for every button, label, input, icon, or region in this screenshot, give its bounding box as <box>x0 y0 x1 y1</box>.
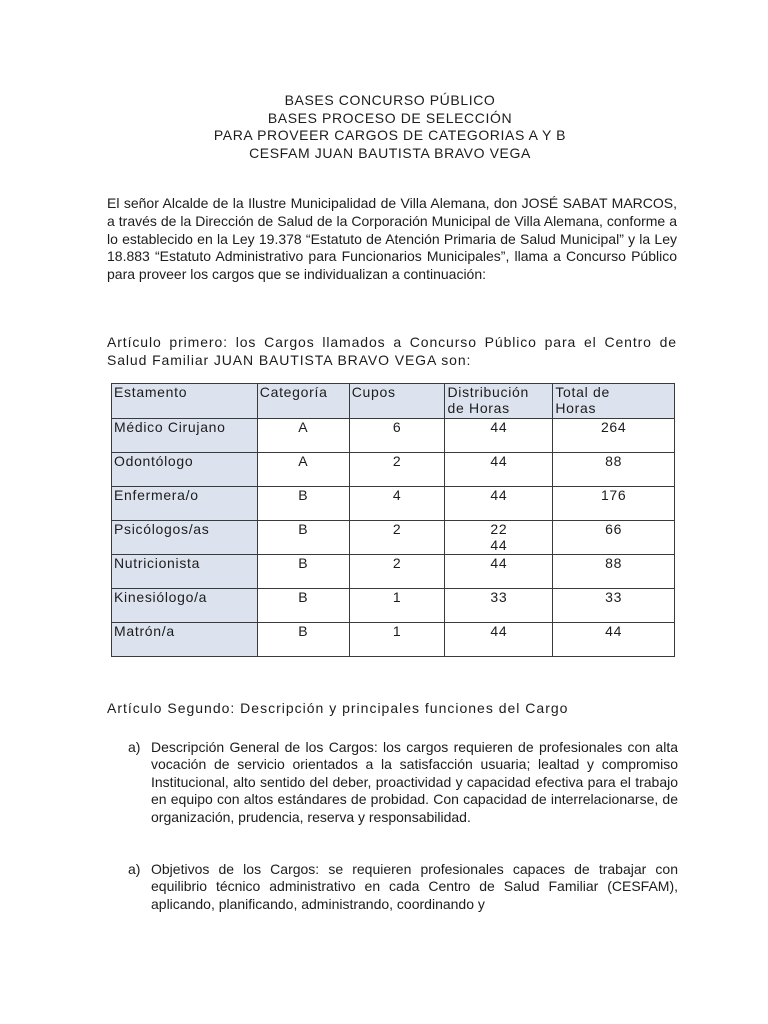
cell-total: 88 <box>553 555 675 589</box>
cell-horas-value: 44 <box>490 487 508 503</box>
title-line-2: BASES PROCESO DE SELECCIÓN <box>267 109 513 126</box>
articulo-primero: Artículo primero: los Cargos llamados a Concurso Público para el Centro de Salud Familiar JUAN BAUTISTA BRAVO VEGA son: <box>107 334 677 368</box>
cell-cupos: 2 <box>349 555 445 589</box>
cell-estamento: Matrón/a <box>112 623 258 657</box>
cell-horas <box>445 555 553 589</box>
cell-categoria: B <box>257 589 349 623</box>
cell-horas <box>445 521 553 555</box>
cell-categoria: B <box>257 521 349 555</box>
table-row <box>112 453 675 487</box>
cell-estamento: Kinesiólogo/a <box>112 589 258 623</box>
cell-horas-value: 44 <box>490 555 508 571</box>
table-header-row <box>112 384 675 419</box>
header-total-line2: Horas <box>555 400 597 416</box>
cell-estamento: Psicólogos/as <box>112 521 258 555</box>
cell-cupos: 1 <box>349 589 445 623</box>
header-total-line1: Total de <box>555 384 610 400</box>
list-item-label: a) <box>128 739 141 755</box>
cargos-table <box>111 383 675 657</box>
cell-total: 66 <box>553 521 675 555</box>
cell-horas-value: 33 <box>490 589 508 605</box>
list-item <box>128 739 678 826</box>
table-row <box>112 555 675 589</box>
header-estamento: Estamento <box>112 384 258 419</box>
cell-estamento: Médico Cirujano <box>112 419 258 453</box>
cell-total: 176 <box>553 487 675 521</box>
cell-horas-value: 22 <box>490 521 508 537</box>
cell-horas-value-2: 44 <box>490 537 508 553</box>
cell-horas-value: 44 <box>490 419 508 435</box>
cell-horas <box>445 419 553 453</box>
list-item-text: Descripción General de los Cargos: los cargos requieren de profesionales con alta vocación de servicio orientados a la satisfacción usuaria; lealtad y compromiso Institucional, alto sentido del deber, proactividad y capacidad efectiva para el trabajo en equipo con altos estándares de probidad. Con capacidad de interrelacionarse, de organización, prudencia, reserva y responsabilidad. <box>151 739 678 825</box>
cell-horas <box>445 589 553 623</box>
cell-estamento: Odontólogo <box>112 453 258 487</box>
cell-categoria: B <box>257 555 349 589</box>
cell-cupos: 1 <box>349 623 445 657</box>
title-line-1: BASES CONCURSO PÚBLICO <box>284 92 496 108</box>
table-row <box>112 589 675 623</box>
table-row <box>112 487 675 521</box>
table-row <box>112 623 675 657</box>
header-cupos: Cupos <box>349 384 445 419</box>
list-item-text: Objetivos de los Cargos: se requieren profesionales capaces de trabajar con equilibrio técnico administrativo en cada Centro de Salud Familiar (CESFAM), aplicando, planificando, administrando, coordinando y <box>151 861 678 912</box>
cell-horas <box>445 453 553 487</box>
cell-categoria: A <box>257 419 349 453</box>
header-distribucion-line1: Distribución <box>447 384 529 400</box>
articulo-segundo: Artículo Segundo: Descripción y principales funciones del Cargo <box>107 700 569 716</box>
cell-estamento: Nutricionista <box>112 555 258 589</box>
cell-estamento: Enfermera/o <box>112 487 258 521</box>
table-row <box>112 419 675 453</box>
cell-total: 44 <box>553 623 675 657</box>
cell-total: 264 <box>553 419 675 453</box>
title-line-4: CESFAM JUAN BAUTISTA BRAVO VEGA <box>249 144 531 161</box>
header-distribucion <box>445 384 553 419</box>
header-distribucion-line2: de Horas <box>447 400 510 416</box>
table-row <box>112 521 675 555</box>
intro-paragraph: El señor Alcalde de la Ilustre Municipalidad de Villa Alemana, don JOSÉ SABAT MARCOS, a través de la Dirección de Salud de la Corporación Municipal de Villa Alemana, conforme a lo establecido en la Ley 19.378 “Estatuto de Atención Primaria de Salud Municipal” y la Ley 18.883 “Estatuto Administrativo para Funcionarios Municipales”, llama a Concurso Público para proveer los cargos que se individualizan a continuación: <box>107 195 677 283</box>
cell-total: 88 <box>553 453 675 487</box>
header-categoria: Categoría <box>257 384 349 419</box>
cell-cupos: 4 <box>349 487 445 521</box>
cell-horas-value: 44 <box>490 453 508 469</box>
document-title <box>0 92 768 162</box>
cell-cupos: 2 <box>349 521 445 555</box>
cell-horas <box>445 623 553 657</box>
list-item <box>128 861 678 913</box>
cell-categoria: A <box>257 453 349 487</box>
cell-horas-value: 44 <box>490 623 508 639</box>
cell-horas <box>445 487 553 521</box>
cell-categoria: B <box>257 623 349 657</box>
title-line-3: PARA PROVEER CARGOS DE CATEGORIAS A Y B <box>213 127 567 143</box>
cell-cupos: 2 <box>349 453 445 487</box>
list-item-label: a) <box>128 861 141 877</box>
cell-cupos: 6 <box>349 419 445 453</box>
cell-categoria: B <box>257 487 349 521</box>
header-total <box>553 384 675 419</box>
cell-total: 33 <box>553 589 675 623</box>
